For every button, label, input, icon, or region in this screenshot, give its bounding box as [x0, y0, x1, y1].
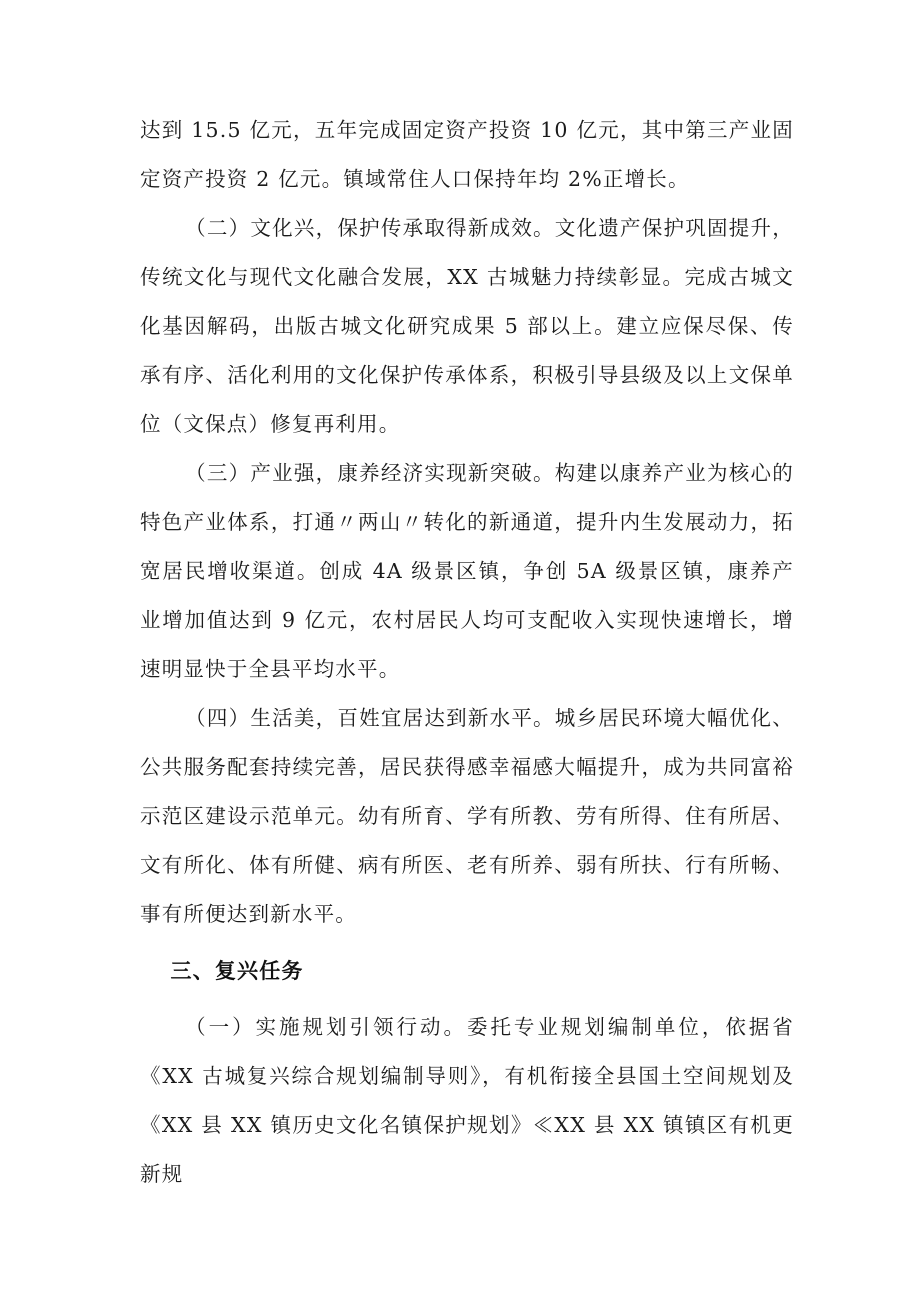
paragraph-planning: （一）实施规划引领行动。委托专业规划编制单位，依据省《XX 古城复兴综合规划编制导则》，有机衔接全县国土空间规划及《XX 县 XX 镇历史文化名镇保护规划》≪XX 县 XX 镇镇区有机更新规 — [140, 1015, 794, 1186]
paragraph-industry: （三）产业强，康养经济实现新突破。构建以康养产业为核心的特色产业体系，打通〃两山〃转化的新通道，提升内生发展动力，拓宽居民增收渠道。创成 4A 级景区镇，争创 5A 级景区镇，康养产业增加值达到 9 亿元，农村居民人均可支配收入实现快速增长，增速明显快于全县平均水平。 — [140, 461, 794, 681]
section-heading: 三、复兴任务 — [170, 959, 304, 983]
paragraph-life: （四）生活美，百姓宜居达到新水平。城乡居民环境大幅优化、公共服务配套持续完善，居民获得感幸福感大幅提升，成为共同富裕示范区建设示范单元。幼有所育、学有所教、劳有所得、住有所居、文有所化、体有所健、病有所医、老有所养、弱有所扶、行有所畅、事有所便达到新水平。 — [140, 706, 794, 926]
paragraph-continuation: 达到 15.5 亿元，五年完成固定资产投资 10 亿元，其中第三产业固定资产投资 2 亿元。镇域常住人口保持年均 2%正增长。 — [140, 118, 794, 191]
document-body — [140, 106, 794, 1199]
paragraph-culture: （二）文化兴，保护传承取得新成效。文化遗产保护巩固提升，传统文化与现代文化融合发展，XX 古城魅力持续彰显。完成古城文化基因解码，出版古城文化研究成果 5 部以上。建立应保尽保、传承有序、活化利用的文化保护传承体系，积极引导县级及以上文保单位（文保点）修复再利用。 — [140, 216, 794, 436]
